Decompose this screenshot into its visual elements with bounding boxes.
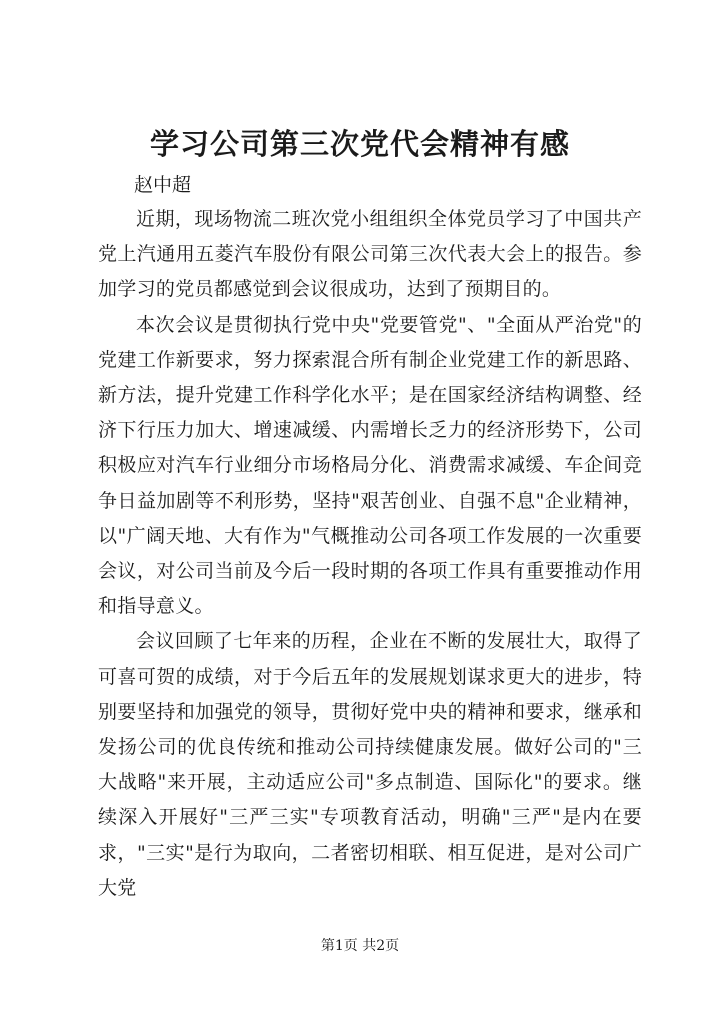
document-body (98, 202, 642, 906)
author-name: 赵中超 (134, 174, 192, 196)
page-number: 第1页 共2页 (320, 938, 400, 954)
paragraph-1: 近期，现场物流二班次党小组组织全体党员学习了中国共产党上汽通用五菱汽车股份有限公司第三次代表大会上的报告。参加学习的党员都感觉到会议很成功，达到了预期目的。 (98, 208, 642, 301)
paragraph-3: 会议回顾了七年来的历程，企业在不断的发展壮大，取得了可喜可贺的成绩，对于今后五年的发展规划谋求更大的进步，特别要坚持和加强党的领导，贯彻好党中央的精神和要求，继承和发扬公司的优良传统和推动公司持续健康发展。做好公司的"三大战略"来开展，主动适应公司"多点制造、国际化"的要求。继续深入开展好"三严三实"专项教育活动，明确"三严"是内在要求，"三实"是行为取向，二者密切相联、相互促进，是对公司广大党 (98, 630, 642, 899)
page-title: 学习公司第三次党代会精神有感 (149, 127, 570, 161)
page-footer (0, 936, 720, 956)
paragraph-2: 本次会议是贯彻执行党中央"党要管党"、"全面从严治党"的党建工作新要求，努力探索混合所有制企业党建工作的新思路、新方法，提升党建工作科学化水平；是在国家经济结构调整、经济下行压力加大、增速减缓、内需增长乏力的经济形势下，公司积极应对汽车行业细分市场格局分化、消费需求减缓、车企间竞争日益加剧等不利形势，坚持"艰苦创业、自强不息"企业精神，以"广阔天地、大有作为"气概推动公司各项工作发展的一次重要会议，对公司当前及今后一段时期的各项工作具有重要推动作用和指导意义。 (98, 313, 642, 618)
